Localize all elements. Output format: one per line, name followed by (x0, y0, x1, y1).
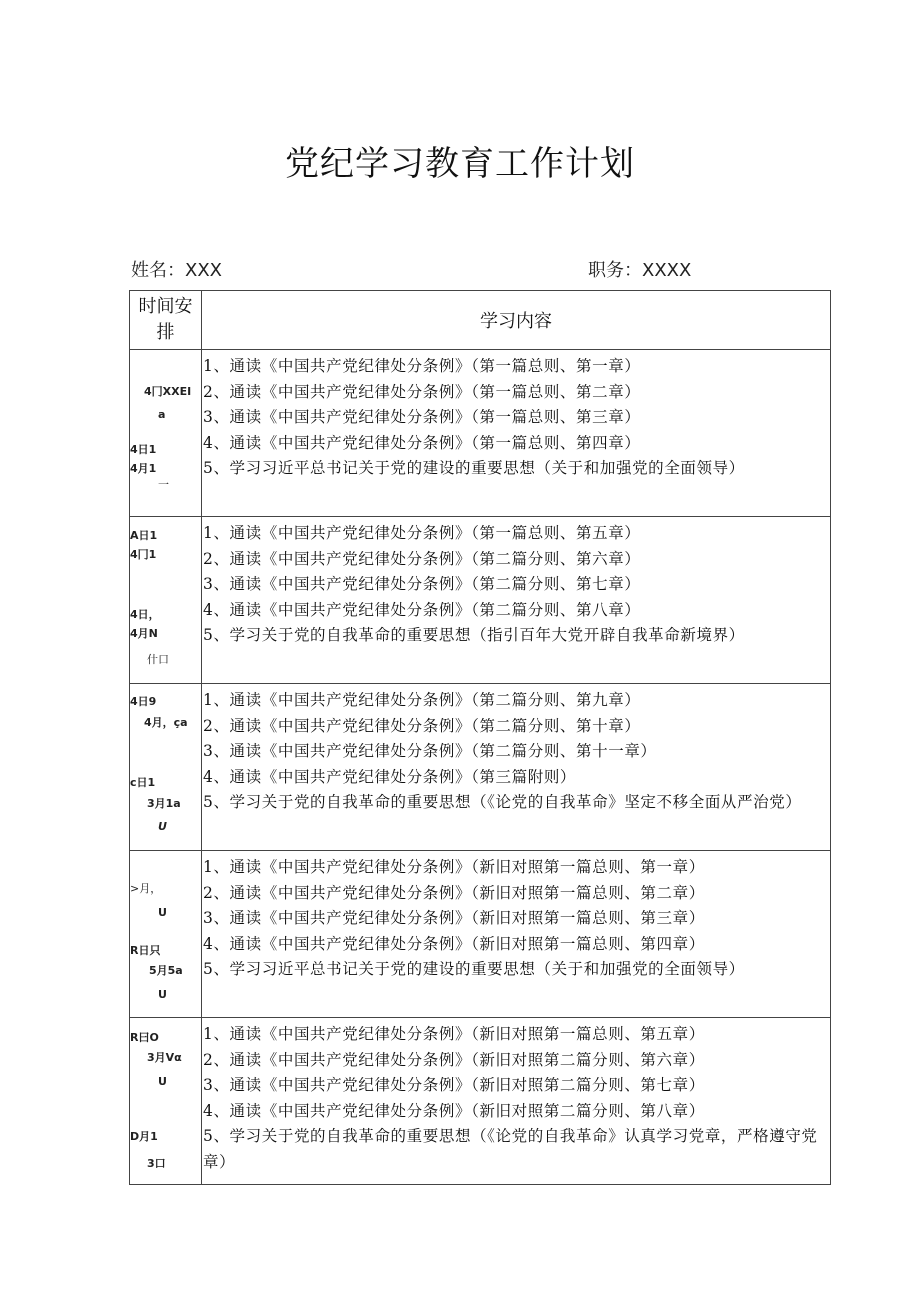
position-field: 职务：XXXX (588, 260, 692, 281)
time-text: 3月1a (147, 797, 181, 810)
time-text: R日只 (130, 944, 161, 957)
time-text: U (158, 1075, 167, 1088)
study-item: 2、通读《中国共产党纪律处分条例》（新旧对照第一篇总则、第二章） (203, 883, 705, 902)
content-cell (202, 1018, 831, 1185)
time-text: 4冂XXEI (144, 385, 192, 398)
document-title: 党纪学习教育工作计划 (285, 144, 635, 184)
header-time-schedule: 时间安排 (130, 291, 202, 350)
study-item: 2、通读《中国共产党纪律处分条例》（第二篇分则、第六章） (203, 549, 641, 568)
study-item: 1、通读《中国共产党纪律处分条例》（第一篇总则、第五章） (203, 524, 641, 542)
study-item: 1、通读《中国共产党纪律处分条例》（新旧对照第一篇总则、第一章） (203, 858, 705, 876)
study-item: 5、学习关于党的自我革命的重要思想（《论党的自我革命》认真学习党章，严格遵守党章） (203, 1127, 818, 1171)
study-item: 5、学习关于党的自我革命的重要思想（指引百年大党开辟自我革命新境界） (203, 626, 745, 644)
study-item: 2、通读《中国共产党纪律处分条例》（新旧对照第二篇分则、第六章） (203, 1050, 705, 1069)
study-item: 3、通读《中国共产党纪律处分条例》（第二篇分则、第七章） (203, 575, 641, 593)
time-text: 4日9 (130, 695, 157, 708)
study-item: 4、通读《中国共产党纪律处分条例》（第三篇附则） (203, 767, 577, 786)
study-item: 2、通读《中国共产党纪律处分条例》（第二篇分则、第十章） (203, 716, 641, 735)
time-cell (130, 684, 202, 851)
time-text: 4冂1 (130, 548, 157, 561)
study-item: 4、通读《中国共产党纪律处分条例》（新旧对照第二篇分则、第八章） (203, 1101, 705, 1120)
study-item: 2、通读《中国共产党纪律处分条例》（第一篇总则、第二章） (203, 382, 641, 401)
study-item: 3、通读《中国共产党纪律处分条例》（第一篇总则、第三章） (203, 408, 641, 426)
time-cell (130, 851, 202, 1018)
time-text: 什口 (147, 653, 169, 666)
time-text: 一 (158, 478, 169, 491)
study-item: 5、学习关于党的自我革命的重要思想（《论党的自我革命》坚定不移全面从严治党） (203, 793, 802, 811)
study-item: 1、通读《中国共产党纪律处分条例》（第一篇总则、第一章） (203, 357, 641, 375)
study-item: 3、通读《中国共产党纪律处分条例》（新旧对照第二篇分则、第七章） (203, 1076, 705, 1094)
study-item: 1、通读《中国共产党纪律处分条例》（第二篇分则、第九章） (203, 691, 641, 709)
study-item: 4、通读《中国共产党纪律处分条例》（第一篇总则、第四章） (203, 433, 641, 452)
table-header-row (130, 291, 831, 350)
study-item: 5、学习习近平总书记关于党的建设的重要思想（关于和加强党的全面领导） (203, 459, 745, 477)
time-text: 3口 (147, 1157, 166, 1170)
table-row (130, 350, 831, 517)
time-text: 4月1 (130, 462, 157, 475)
table-row (130, 1018, 831, 1185)
content-cell (202, 350, 831, 517)
study-plan-table (129, 290, 831, 1185)
header-study-content: 学习内容 (202, 291, 831, 350)
time-text: R曰O (130, 1031, 159, 1044)
time-text: 3月Vα (147, 1051, 182, 1064)
time-text: A日1 (130, 529, 158, 542)
time-text: 4月，ça (144, 716, 188, 729)
time-text: U (158, 906, 167, 919)
study-item: 4、通读《中国共产党纪律处分条例》（新旧对照第一篇总则、第四章） (203, 934, 705, 953)
time-cell (130, 517, 202, 684)
table-row (130, 684, 831, 851)
time-text: a (158, 408, 166, 421)
time-text: D月1 (130, 1130, 158, 1143)
study-item: 1、通读《中国共产党纪律处分条例》（新旧对照第一篇总则、第五章） (203, 1025, 705, 1043)
time-text: 5月5a (149, 964, 183, 977)
time-text: 4日1 (130, 443, 157, 456)
content-cell (202, 517, 831, 684)
time-text: U (158, 988, 167, 1001)
study-item: 3、通读《中国共产党纪律处分条例》（第二篇分则、第十一章） (203, 742, 657, 760)
time-text: 4日， (130, 608, 160, 621)
study-item: 3、通读《中国共产党纪律处分条例》（新旧对照第一篇总则、第三章） (203, 909, 705, 927)
study-item: 5、学习习近平总书记关于党的建设的重要思想（关于和加强党的全面领导） (203, 960, 745, 978)
time-text: U (158, 820, 167, 833)
time-cell (130, 1018, 202, 1185)
time-text: 4月N (130, 627, 158, 640)
name-field: 姓名：XXX (131, 260, 222, 281)
content-cell (202, 684, 831, 851)
study-item: 4、通读《中国共产党纪律处分条例》（第二篇分则、第八章） (203, 600, 641, 619)
time-text: >月， (130, 882, 162, 895)
time-text: c日1 (130, 776, 156, 789)
table-row (130, 517, 831, 684)
time-cell (130, 350, 202, 517)
table-row (130, 851, 831, 1018)
content-cell (202, 851, 831, 1018)
